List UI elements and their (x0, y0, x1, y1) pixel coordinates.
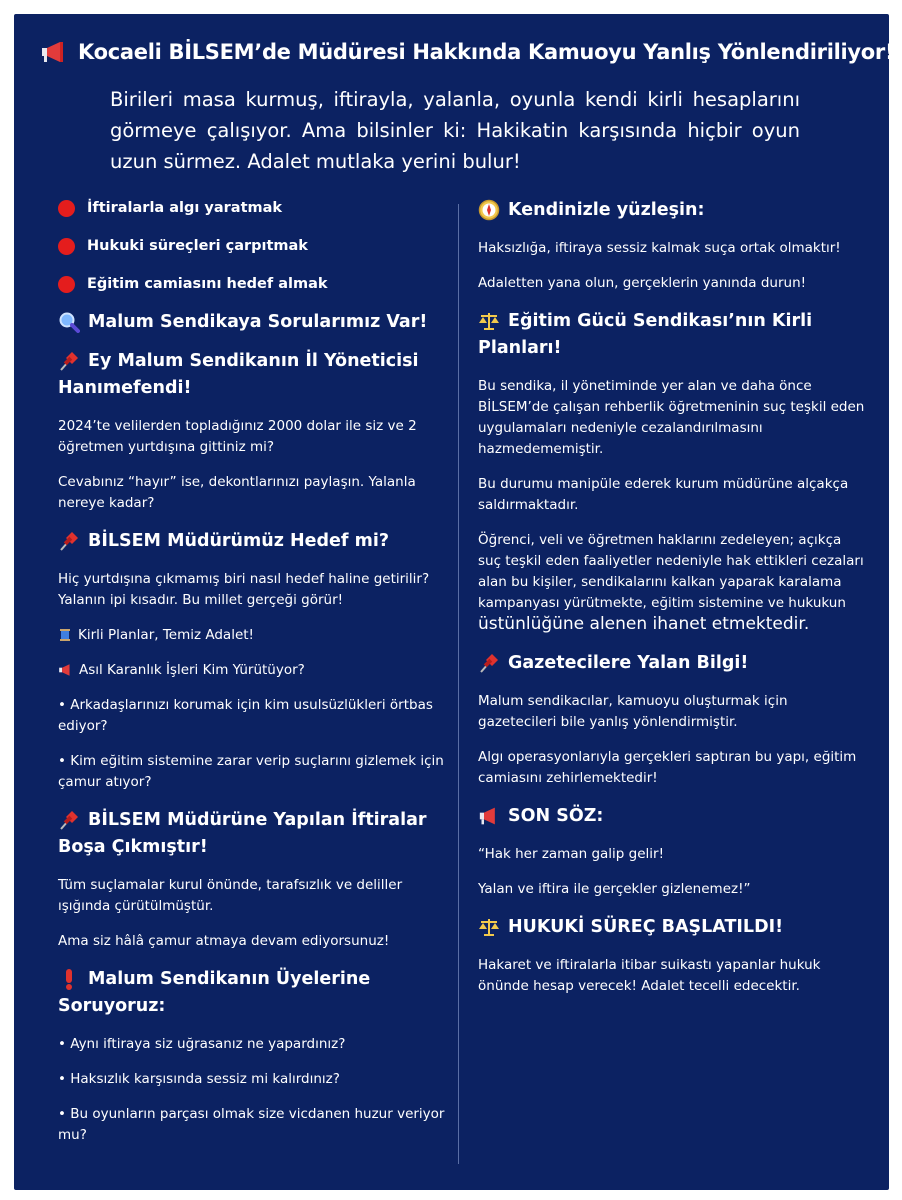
paragraph: Kirli Planlar, Temiz Adalet! (58, 625, 448, 646)
bullet-paragraph: • Haksızlık karşısında sessiz mi kalırdınız? (58, 1071, 340, 1087)
paragraph: Cevabınız “hayır” ise, dekontlarınızı paylaşın. Yalanla nereye kadar? (58, 474, 416, 511)
megaphone-icon (58, 663, 73, 677)
scales-icon (478, 310, 500, 332)
page-title: Kocaeli BİLSEM’de Müdüresi Hakkında Kamuoyu Yanlış Yönlendiriliyor! (40, 40, 885, 64)
heading-face: Kendinizle yüzleşin: (478, 197, 868, 224)
paragraph: Bu sendika, il yönetiminde yer alan ve daha önce BİLSEM’de çalışan rehberlik öğretmeninin suç teşkil eden uygulamaları nedeniyle cezalandırılmasını hazmedememiştir. (478, 378, 865, 457)
scales-icon (478, 916, 500, 938)
heading-manager: Ey Malum Sendikanın İl Yöneticisi Hanımefendi! (58, 351, 419, 398)
heading-plans: Eğitim Gücü Sendikası’nın Kirli Planları! (478, 311, 813, 358)
red-circle-icon (58, 276, 75, 293)
right-column (478, 197, 868, 1011)
heading-target: BİLSEM Müdürümüz Hedef mi? (58, 528, 448, 555)
column-divider (458, 204, 459, 1164)
heading-members: Malum Sendikanın Üyelerine Soruyoruz: (58, 969, 371, 1016)
paragraph: 2024’te velilerden topladığınız 2000 dolar ile siz ve 2 öğretmen yurtdışına gittiniz mi? (58, 418, 417, 455)
compass-icon (478, 199, 500, 221)
paragraph: Bu durumu manipüle ederek kurum müdürüne alçakça saldırmaktadır. (478, 476, 849, 513)
pushpin-icon (58, 809, 80, 831)
paragraph: Hiç yurtdışına çıkmamış biri nasıl hedef haline getirilir? Yalanın ipi kısadır. Bu millet gerçeği görür! (58, 571, 430, 608)
paragraph: Adaletten yana olun, gerçeklerin yanında durun! (478, 275, 807, 291)
magnifier-icon (58, 311, 80, 333)
heading-questions: Malum Sendikaya Sorularımız Var! (58, 309, 448, 336)
bullet-paragraph: • Aynı iftiraya siz uğrasanız ne yapardınız? (58, 1036, 346, 1052)
bullet-paragraph: • Arkadaşlarınızı korumak için kim usulsüzlükleri örtbas ediyor? (58, 697, 433, 734)
bullet-paragraph: • Kim eğitim sistemine zarar verip suçlarını gizlemek için çamur atıyor? (58, 753, 444, 790)
thread-spool-icon (58, 628, 72, 642)
pushpin-icon (58, 350, 80, 372)
megaphone-icon (478, 806, 500, 826)
quote-line: Yalan ve iftira ile gerçekler gizlenemez!” (478, 881, 751, 897)
megaphone-icon (40, 40, 66, 64)
heading-slander: BİLSEM Müdürüne Yapılan İftiralar Boşa Çıkmıştır! (58, 810, 427, 857)
paragraph: Öğrenci, veli ve öğretmen haklarını zedeleyen; açıkça suç teşkil eden faaliyetler nedeniyle hak ettikleri cezaları alan bu kişiler, sendikalarını kalkan yaparak karalama kampanyası yürütmekte, eğitim sistemine ve hukukun üstünlüğüne alenen ihanet etmektedir. (478, 532, 864, 634)
paragraph: Malum sendikacılar, kamuoyu oluşturmak için gazetecileri bile yanlış yönlendirmiştir. (478, 693, 788, 730)
red-bullet-item: İftiralarla algı yaratmak (58, 197, 448, 219)
paragraph: Hakaret ve iftiralarla itibar suikastı yapanlar hukuk önünde hesap verecek! Adalet tecelli edecektir. (478, 957, 821, 994)
paragraph: Algı operasyonlarıyla gerçekleri saptıran bu yapı, eğitim camiasını zehirlemektedir! (478, 749, 857, 786)
exclamation-icon (58, 968, 80, 990)
paragraph: Ama siz hâlâ çamur atmaya devam ediyorsunuz! (58, 933, 390, 949)
paragraph: Haksızlığa, iftiraya sessiz kalmak suça ortak olmaktır! (478, 240, 841, 256)
pushpin-icon (58, 530, 80, 552)
red-circle-icon (58, 200, 75, 217)
paragraph: Tüm suçlamalar kurul önünde, tarafsızlık ve deliller ışığında çürütülmüştür. (58, 877, 403, 914)
bullet-paragraph: • Bu oyunların parçası olmak size vicdanen huzur veriyor mu? (58, 1106, 445, 1143)
heading-journalists: Gazetecilere Yalan Bilgi! (478, 650, 868, 677)
heading-final: SON SÖZ: (478, 803, 868, 830)
intro-paragraph: Birileri masa kurmuş, iftirayla, yalanla, oyunla kendi kirli hesaplarını görmeye çalışıyor. Ama bilsinler ki: Hakikatin karşısında hiçbir oyun uzun sürmez. Adalet mutlaka yerini bulur! (110, 88, 800, 173)
pushpin-icon (478, 652, 500, 674)
heading-legal: HUKUKİ SÜREÇ BAŞLATILDI! (478, 914, 868, 941)
red-bullet-item: Hukuki süreçleri çarpıtmak (58, 235, 448, 257)
left-column (58, 197, 448, 1160)
red-bullet-item: Eğitim camiasını hedef almak (58, 273, 448, 295)
paragraph: Asıl Karanlık İşleri Kim Yürütüyor? (58, 660, 448, 681)
red-circle-icon (58, 238, 75, 255)
flyer-page (14, 14, 895, 1190)
quote-line: “Hak her zaman galip gelir! (478, 846, 664, 862)
